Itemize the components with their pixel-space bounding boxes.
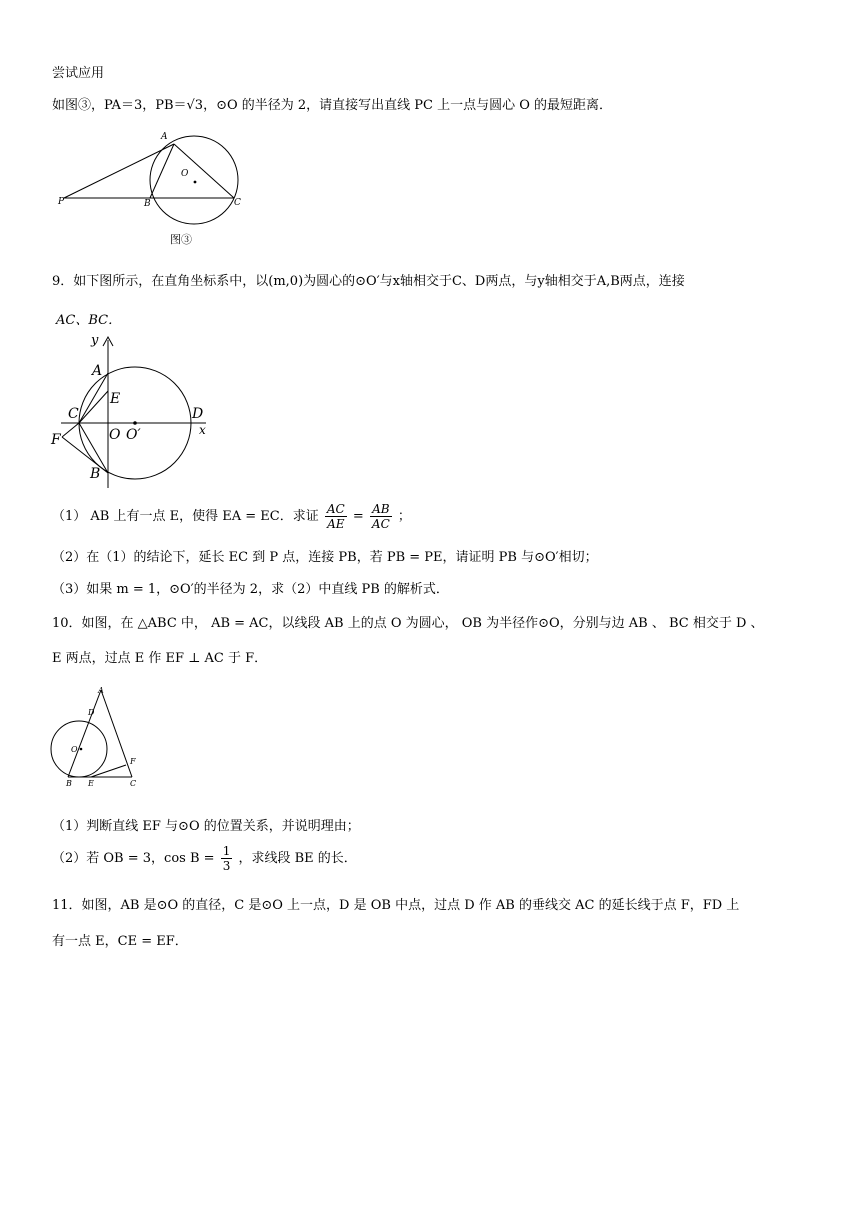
label-o: O <box>71 745 78 754</box>
label-b: B <box>66 779 72 788</box>
q9-part1-end: ； <box>397 509 411 524</box>
line-ac <box>79 373 108 423</box>
label-a: A <box>161 132 168 142</box>
label-f: F <box>130 757 136 766</box>
q9-part1 <box>52 500 411 534</box>
line-ce <box>79 391 108 423</box>
label-o-prime: O′ <box>126 427 141 443</box>
frac-num: AB <box>370 502 392 517</box>
q11-line1: 11．如图，AB 是⊙O 的直径，C 是⊙O 上一点，D 是 OB 中点，过点 D 作 AB 的垂线交 AC 的延长线于点 F，FD 上 <box>52 898 740 913</box>
center-o-prime <box>133 421 137 425</box>
label-y: y <box>91 333 99 348</box>
problem-text: 如图③，PA＝3，PB＝√3，⊙O 的半径为 2，请直接写出直线 PC 上一点与圆心 O 的最短距离． <box>52 98 613 113</box>
q9-line2: AC、BC． <box>56 313 122 328</box>
line-fb <box>62 437 108 473</box>
label-d: D <box>88 708 95 717</box>
label-a: A <box>98 686 104 695</box>
line-cf <box>62 423 79 437</box>
label-p: P <box>58 197 65 207</box>
center-dot <box>194 181 197 184</box>
fraction-ab-ac <box>370 502 392 531</box>
label-e: E <box>110 391 121 407</box>
frac-den: 3 <box>222 859 231 873</box>
q9-part1-text: （1） AB 上有一点 E，使得 EA = EC．求证 <box>52 509 319 524</box>
label-a: A <box>92 363 103 379</box>
q10-part1: （1）判断直线 EF 与⊙O 的位置关系，并说明理由； <box>52 819 360 834</box>
frac-num: AC <box>326 502 345 516</box>
label-c: C <box>130 779 137 788</box>
label-o: O <box>181 169 189 179</box>
frac-num: 1 <box>222 844 231 858</box>
figure-3 <box>52 125 252 250</box>
side-ac <box>101 690 132 777</box>
q11-line2: 有一点 E，CE = EF． <box>52 934 188 949</box>
center-dot <box>80 748 83 751</box>
q10-figure <box>48 685 148 790</box>
frac-den: AC <box>371 517 390 531</box>
section-heading: 尝试应用 <box>52 66 105 81</box>
fraction-one-third <box>221 844 233 873</box>
figure-3-caption: 图③ <box>170 233 192 246</box>
q9-part3: （3）如果 m = 1，⊙O′的半径为 2，求（2）中直线 PB 的解析式． <box>52 582 449 597</box>
label-x: x <box>199 423 206 437</box>
q10-part2-end: ，求线段 BE 的长． <box>238 851 357 866</box>
q10-line1: 10．如图，在 △ABC 中， AB = AC，以线段 AB 上的点 O 为圆心， OB 为半径作⊙O，分别与边 AB 、 BC 相交于 D 、 <box>52 616 764 631</box>
q9-part2: （2）在（1）的结论下，延长 EC 到 P 点，连接 PB，若 PB = PE，请证明 PB 与⊙O′相切； <box>52 550 598 565</box>
label-d: D <box>192 406 204 422</box>
label-c: C <box>234 198 241 208</box>
side-ab <box>68 690 101 777</box>
line-ab <box>150 144 174 198</box>
label-c: C <box>68 406 79 422</box>
frac-den: AE <box>327 517 345 531</box>
label-e: E <box>88 779 94 788</box>
label-f: F <box>51 432 61 448</box>
q10-part2 <box>52 842 357 876</box>
label-b: B <box>90 466 101 482</box>
q10-part2-text: （2）若 OB = 3，cos B = <box>52 851 215 866</box>
q9-figure <box>46 330 216 495</box>
q10-line2: E 两点，过点 E 作 EF ⊥ AC 于 F． <box>52 651 268 666</box>
label-b: B <box>144 199 151 209</box>
equals-sign: = <box>352 509 364 524</box>
line-pa <box>64 144 174 198</box>
label-o: O <box>109 427 121 443</box>
q9-line1: 9．如下图所示，在直角坐标系中，以(m,0)为圆心的⊙O′与x轴相交于C、D两点，与y轴相交于A,B两点，连接 <box>52 274 685 289</box>
fraction-ac-ae <box>325 502 347 531</box>
